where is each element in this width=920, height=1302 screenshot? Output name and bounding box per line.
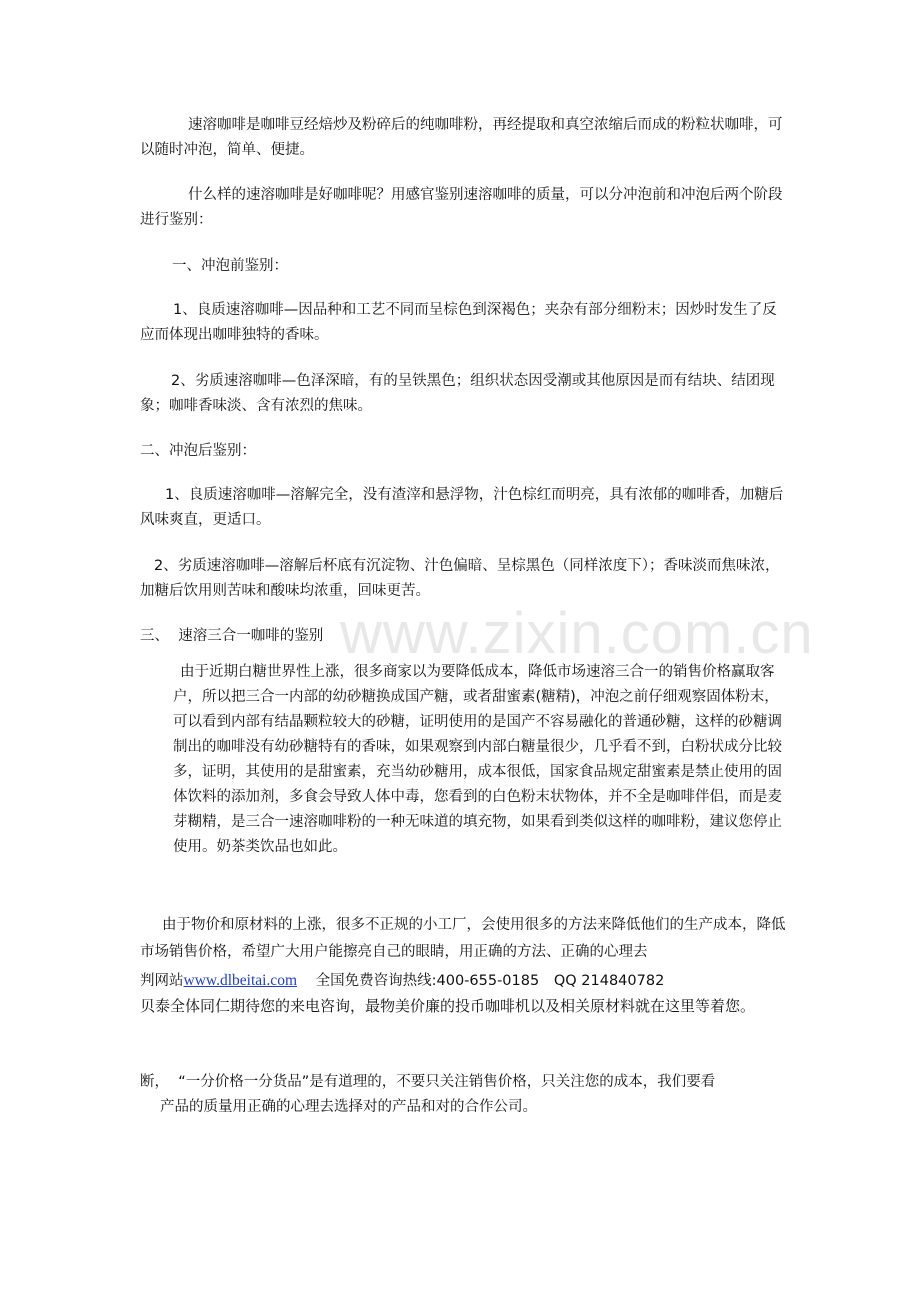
closing-line-2: 产品的质量用正确的心理去选择对的产品和对的合作公司。 [160,1099,537,1115]
hotline-text: 全国免费咨询热线:400-655-0185 [315,973,540,989]
three-in-one-paragraph: 由于近期白糖世界性上涨，很多商家以为要降低成本，降低市场速溶三合一的销售价格赢取客户，所以把三合一内部的幼砂糖换成国产糖，或者甜蜜素(糖精)，冲泡之前仔细观察固体粉末，可以看到内部有结晶颗粒较大的砂糖，证明使用的是国产不容易融化的普通砂糖，这样的砂糖调制出的咖啡没有幼砂糖特有的香味，如果观察到内部白糖量很少，几乎看不到，白粉状成分比较多，证明，其使用的是甜蜜素，充当幼砂糖用，成本很低，国家食品规定甜蜜素是禁止使用的固体饮料的添加剂，多食会导致人体中毒，您看到的白色粉末状物体，并不全是咖啡伴侣，而是麦芽糊精，是三合一速溶咖啡粉的一种无味道的填充物，如果看到类似这样的咖啡粉，建议您停止使用。奶茶类饮品也如此。 [173,664,782,855]
watermark: www.zixin.com.cn [340,601,814,666]
bad-after-paragraph: 2、劣质速溶咖啡—溶解后杯底有沉淀物、汁色偏暗、呈棕黑色（同样浓度下）；香味淡而焦味浓，加糖后饮用则苦味和酸味均浓重，回味更苦。 [140,558,780,599]
good-after-paragraph: 1、良质速溶咖啡—溶解完全，没有渣滓和悬浮物，汁色棕红而明亮，具有浓郁的咖啡香，加糖后风味爽直，更适口。 [140,487,784,528]
contact-line [140,968,664,994]
section-heading-before-brewing: 一、冲泡前鉴别： [172,258,288,274]
website-link[interactable]: www.dlbeitai.com [183,972,297,989]
intro-paragraph: 速溶咖啡是咖啡豆经焙炒及粉碎后的纯咖啡粉，再经提取和真空浓缩后而成的粉粒状咖啡，可以随时冲泡，简单、便捷。 [140,117,783,158]
closing-line-1: 断， “一分价格一分货品”是有道理的，不要只关注销售价格，只关注您的成本，我们要看 [140,1074,716,1090]
section-heading-after-brewing: 二、冲泡后鉴别： [140,443,256,459]
section-heading-three-in-one: 三、 速溶三合一咖啡的鉴别 [140,628,324,644]
qq-text: QQ 214840782 [553,973,665,989]
question-paragraph: 什么样的速溶咖啡是好咖啡呢？用感官鉴别速溶咖啡的质量，可以分冲泡前和冲泡后两个阶段进行鉴别： [140,187,783,228]
bad-before-paragraph: 2、劣质速溶咖啡—色泽深暗，有的呈铁黑色；组织状态因受潮或其他原因是而有结块、结团现象；咖啡香味淡、含有浓烈的焦味。 [140,373,775,414]
company-invitation-line: 贝泰全体同仁期待您的来电咨询，最物美价廉的投币咖啡机以及相关原材料就在这里等着您。 [140,997,756,1015]
price-warning-paragraph: 由于物价和原材料的上涨，很多不正规的小工厂，会使用很多的方法来降低他们的生产成本，降低市场销售价格，希望广大用户能擦亮自己的眼睛，用正确的方法、正确的心理去 [140,917,786,960]
contact-prefix: 判网站 [140,973,184,989]
good-before-paragraph: 1、良质速溶咖啡—因品种和工艺不同而呈棕色到深褐色；夹杂有部分细粉末；因炒时发生了反应而体现出咖啡独特的香味。 [140,302,777,343]
